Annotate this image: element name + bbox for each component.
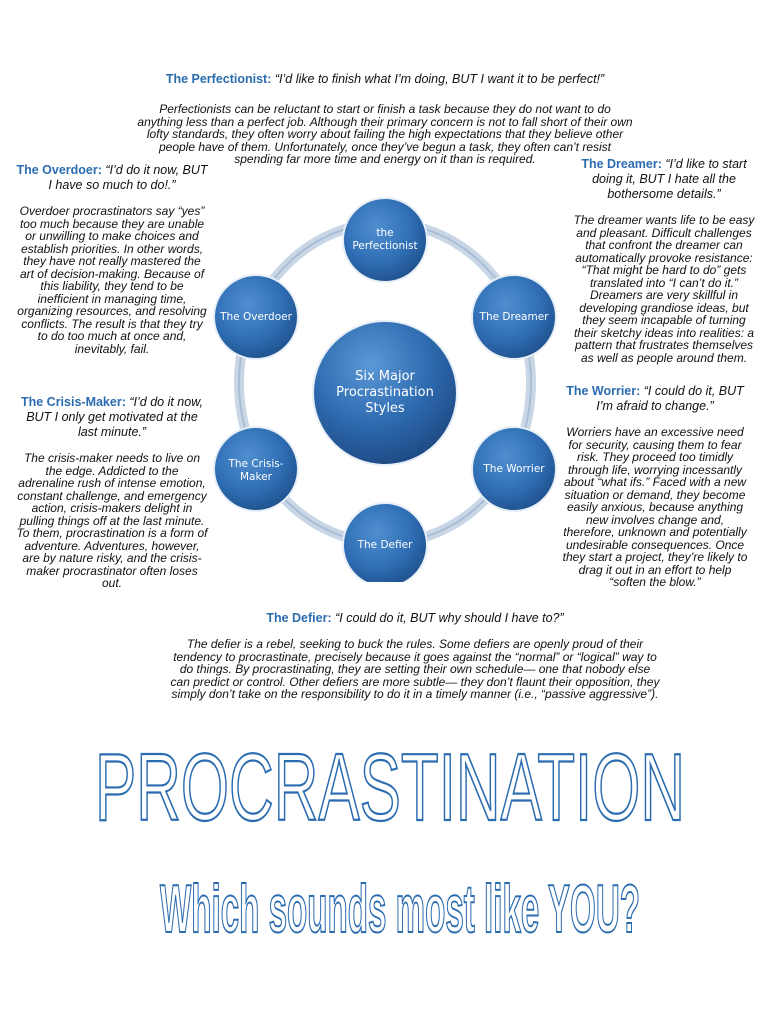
- headline-text: PROCRASTINATION: [95, 734, 685, 840]
- perfectionist-section: [135, 72, 635, 166]
- styles-diagram: [205, 182, 565, 582]
- perfectionist-quote: “I’d like to finish what I’m doing, BUT I want it to be perfect!”: [274, 72, 605, 86]
- crisis-maker-section: [16, 395, 208, 590]
- defier-title: The Defier:: [266, 611, 332, 625]
- perfectionist-body: Perfectionists can be reluctant to start or finish a task because they do not want to do anything less than a perfect job. Although their primary concern is not to fall short of their own lofty standards, they often worry about failing the high expectations that they believe other people have of them. Unfortunately, once they’ve begun a task, they often can’t resist spending far more time and energy on it than is required.: [137, 102, 633, 166]
- overdoer-title: The Overdoer:: [16, 163, 102, 177]
- defier-body: The defier is a rebel, seeking to buck the rules. Some defiers are openly proud of their tendency to procrastinate, precisely because it goes against the “normal” or “logical” way to do things. By procrastinating, they are setting their own schedule— one that nobody else can predict or control. Other defiers are more subtle— they don’t flaunt their opposition, they simply don’t take on the responsibility to do it in a timely manner (i.e., “passive aggressive”).: [170, 637, 660, 701]
- crisis-maker-body: The crisis-maker needs to live on the edge. Addicted to the adrenaline rush of intense emotion, constant challenge, and emergency action, crisis-makers delight in pulling things off at the last minute. To them, procrastination is a form of adventure. Adventures, however, are by nature risky, and the crisis-maker procrastinator often loses out.: [16, 451, 208, 590]
- defier-section: [170, 611, 660, 701]
- dreamer-title: The Dreamer:: [581, 157, 662, 171]
- dreamer-quote: “I’d like to start doing it, BUT I hate all the bothersome details.”: [592, 157, 747, 201]
- subheadline-text: Which sounds most like YOU?: [160, 871, 640, 947]
- dreamer-body: The dreamer wants life to be easy and pleasant. Difficult challenges that confront the dreamer can automatically provoke resistance: “That might be hard to do” gets translated into “I can’t do it.” Dreamers are very skillful in developing grandiose ideas, but they seem incapable of turning their sketchy ideas into realities: a pattern that frustrates themselves as well as people around them.: [573, 213, 755, 365]
- dreamer-section: [572, 157, 756, 364]
- worrier-title: The Worrier:: [566, 384, 641, 398]
- node-defier-label: The Defier: [357, 538, 413, 551]
- node-perfectionist-label: the Perfectionist: [352, 227, 418, 252]
- crisis-maker-quote: “I’d do it now, BUT I only get motivated at the last minute.”: [26, 395, 204, 439]
- overdoer-quote: “I’d do it now, BUT I have so much to do!.”: [48, 163, 208, 192]
- crisis-maker-title: The Crisis-Maker:: [20, 395, 126, 409]
- node-overdoer-label: The Overdoer: [220, 310, 292, 323]
- worrier-section: [560, 384, 750, 589]
- node-dreamer-label: The Dreamer: [479, 310, 549, 323]
- worrier-body: Worriers have an excessive need for security, causing them to fear risk. They proceed too timidly through life, worrying incessantly about “what ifs.” Faced with a new situation or demand, they become easily anxious, because anything new involves change and, therefore, unknown and potentially undesirable consequences. Once they start a project, they’re likely to drag it out in an effort to help “soften the blow.”: [562, 425, 748, 589]
- subheadline: [150, 862, 650, 952]
- headline: [90, 730, 690, 840]
- overdoer-section: [16, 163, 208, 355]
- defier-quote: “I could do it, BUT why should I have to?”: [335, 611, 564, 625]
- center-node-label: Six Major Procrastination Styles: [336, 369, 434, 416]
- node-worrier-label: The Worrier: [483, 462, 545, 475]
- overdoer-body: Overdoer procrastinators say “yes” too much because they are unable or unwilling to make choices and establish priorities. In other words, they have not really mastered the art of decision-making. Because of this liability, they tend to be inefficient in managing time, organizing resources, and resolving conflicts. The result is that they try to do too much at once and, inevitably, fail.: [17, 204, 207, 356]
- worrier-quote: “I could do it, BUT I’m afraid to change.”: [596, 384, 744, 413]
- perfectionist-title: The Perfectionist:: [165, 72, 272, 86]
- node-crisis-maker-label: The Crisis-Maker: [228, 458, 284, 483]
